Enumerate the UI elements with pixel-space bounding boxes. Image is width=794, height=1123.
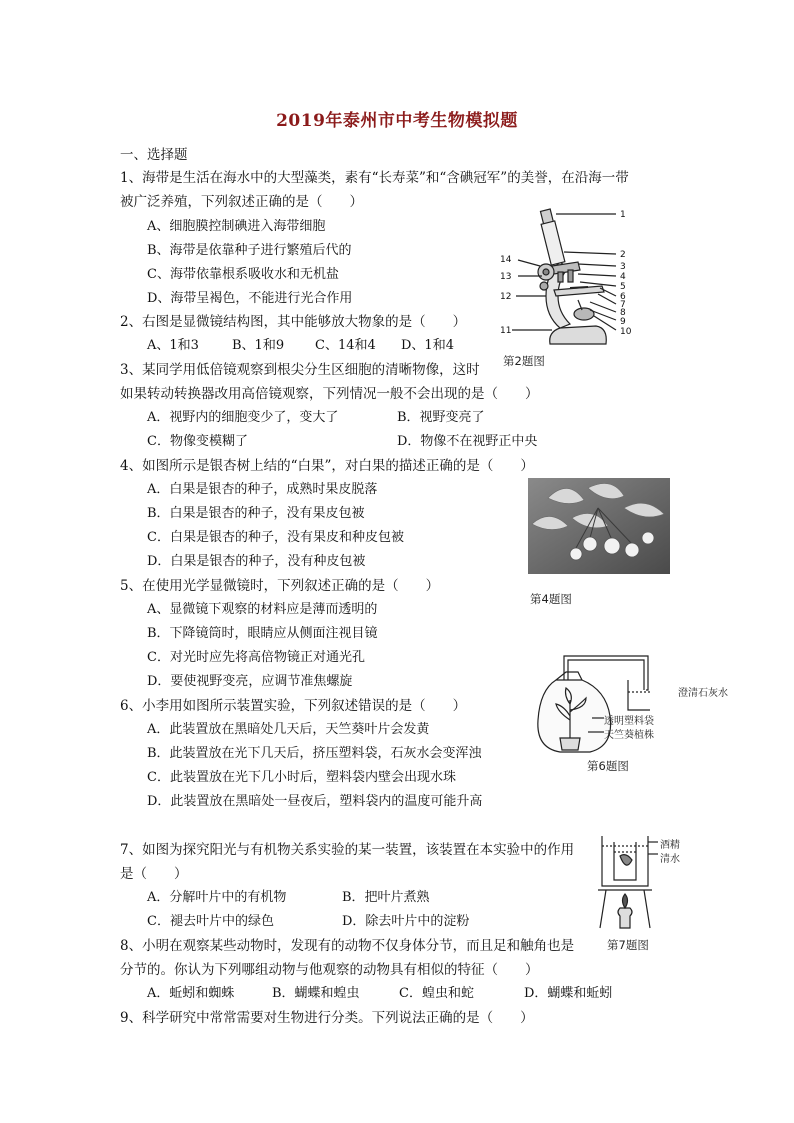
q8-option-b: B．蝴蝶和蝗虫 [272, 986, 360, 1001]
fig7-alcohol-label: 酒精 [660, 840, 680, 851]
microscope-label-4: 4 [620, 272, 626, 282]
section-heading: 一、选择题 [120, 147, 188, 163]
q5-stem: 5、在使用光学显微镜时，下列叙述正确的是（ ） [120, 578, 440, 594]
fig4-caption: 第4题图 [530, 592, 572, 606]
q7-stem-line2: 是（ ） [120, 866, 188, 882]
q6-option-d: D．此装置放在黑暗处一昼夜后，塑料袋内的温度可能升高 [147, 794, 483, 809]
q1-option-a: A、细胞膜控制碘进入海带细胞 [147, 219, 326, 234]
q7-option-c: C．褪去叶片中的绿色 [147, 914, 274, 929]
q8-option-c: C．蝗虫和蛇 [399, 986, 474, 1001]
microscope-label-13: 13 [500, 272, 512, 282]
q3-stem-line2: 如果转动转换器改用高倍镜观察，下列情况一般不会出现的是（ ） [120, 386, 539, 402]
microscope-label-14: 14 [500, 255, 512, 265]
q5-option-c: C．对光时应先将高倍物镜正对通光孔 [147, 650, 365, 665]
page-title: 2019年泰州市中考生物模拟题 [276, 111, 518, 131]
microscope-label-3: 3 [620, 262, 626, 272]
q4-option-d: D．白果是银杏的种子，没有种皮包被 [147, 554, 366, 569]
q6-option-a: A．此装置放在黑暗处几天后，天竺葵叶片会发黄 [147, 722, 430, 737]
fig6-caption: 第6题图 [587, 759, 629, 773]
fig6-bag-label: 透明塑料袋 [604, 716, 654, 727]
fig6-limewater-label: 澄清石灰水 [678, 688, 728, 699]
q2-option-d: D、1和4 [401, 338, 454, 353]
q8-stem-line2: 分节的。你认为下列哪组动物与他观察的动物具有相似的特征（ ） [120, 962, 539, 978]
q3-stem-line1: 3、某同学用低倍镜观察到根尖分生区细胞的清晰物像，这时 [120, 362, 480, 378]
ginkgo-photo [528, 478, 670, 574]
fig2-caption: 第2题图 [503, 354, 545, 368]
q2-option-c: C、14和4 [315, 338, 376, 353]
q5-option-a: A、显微镜下观察的材料应是薄而透明的 [147, 602, 378, 617]
q8-stem-line1: 8、小明在观察某些动物时，发现有的动物不仅身体分节，而且足和触角也是 [120, 938, 575, 954]
microscope-label-10: 10 [620, 327, 632, 337]
q5-option-d: D．要使视野变亮，应调节准焦螺旋 [147, 674, 353, 689]
q6-stem: 6、小李用如图所示装置实验，下列叙述错误的是（ ） [120, 698, 467, 714]
q2-option-b: B、1和9 [232, 338, 285, 353]
microscope-label-9: 9 [620, 317, 626, 327]
microscope-label-12: 12 [500, 292, 512, 302]
fig7-water-label: 清水 [660, 854, 680, 865]
q3-option-d: D．物像不在视野正中央 [397, 434, 538, 449]
microscope-label-2: 2 [620, 250, 626, 260]
q1-stem-line1: 1、海带是生活在海水中的大型藻类，素有“长寿菜”和“含碘冠军”的美誉，在沿海一带 [120, 170, 629, 186]
q2-option-a: A、1和3 [147, 338, 199, 353]
alcohol-bath-figure [596, 832, 658, 930]
microscope-figure [498, 204, 638, 354]
microscope-label-1: 1 [620, 210, 626, 220]
q4-option-c: C．白果是银杏的种子，没有果皮和种皮包被 [147, 530, 404, 545]
q7-stem-line1: 7、如图为探究阳光与有机物关系实验的某一装置，该装置在本实验中的作用 [120, 842, 575, 858]
q3-option-c: C．物像变模糊了 [147, 434, 248, 449]
q1-stem-line2: 被广泛养殖，下列叙述正确的是（ ） [120, 194, 363, 210]
q5-option-b: B．下降镜筒时，眼睛应从侧面注视目镜 [147, 626, 378, 641]
q4-stem: 4、如图所示是银杏树上结的“白果”，对白果的描述正确的是（ ） [120, 458, 534, 474]
q1-option-c: C、海带依靠根系吸收水和无机盐 [147, 267, 339, 282]
q3-option-b: B．视野变亮了 [397, 410, 485, 425]
q7-option-b: B．把叶片煮熟 [342, 890, 430, 905]
q9-stem: 9、科学研究中常常需要对生物进行分类。下列说法正确的是（ ） [120, 1010, 534, 1026]
microscope-label-5: 5 [620, 282, 626, 292]
q7-option-a: A．分解叶片中的有机物 [147, 890, 287, 905]
q4-option-b: B．白果是银杏的种子，没有果皮包被 [147, 506, 365, 521]
fig7-caption: 第7题图 [607, 938, 649, 952]
microscope-label-7: 7 [620, 300, 626, 310]
q7-option-d: D．除去叶片中的淀粉 [342, 914, 470, 929]
fig6-plant-label: 天竺葵植株 [604, 730, 654, 741]
q1-option-b: B、海带是依靠种子进行繁殖后代的 [147, 243, 352, 258]
bag-apparatus-figure [530, 650, 650, 760]
q8-option-d: D．蝴蝶和蚯蚓 [524, 986, 613, 1001]
q8-option-a: A．蚯蚓和蜘蛛 [147, 986, 235, 1001]
q2-stem: 2、右图是显微镜结构图，其中能够放大物象的是（ ） [120, 314, 467, 330]
microscope-label-8: 8 [620, 308, 626, 318]
q6-option-b: B．此装置放在光下几天后，挤压塑料袋，石灰水会变浑浊 [147, 746, 482, 761]
q1-option-d: D、海带呈褐色，不能进行光合作用 [147, 291, 353, 306]
microscope-label-6: 6 [620, 292, 626, 302]
q4-option-a: A．白果是银杏的种子，成熟时果皮脱落 [147, 482, 378, 497]
q6-option-c: C．此装置放在光下几小时后，塑料袋内壁会出现水珠 [147, 770, 456, 785]
microscope-label-11: 11 [500, 326, 512, 336]
q3-option-a: A．视野内的细胞变少了，变大了 [147, 410, 339, 425]
